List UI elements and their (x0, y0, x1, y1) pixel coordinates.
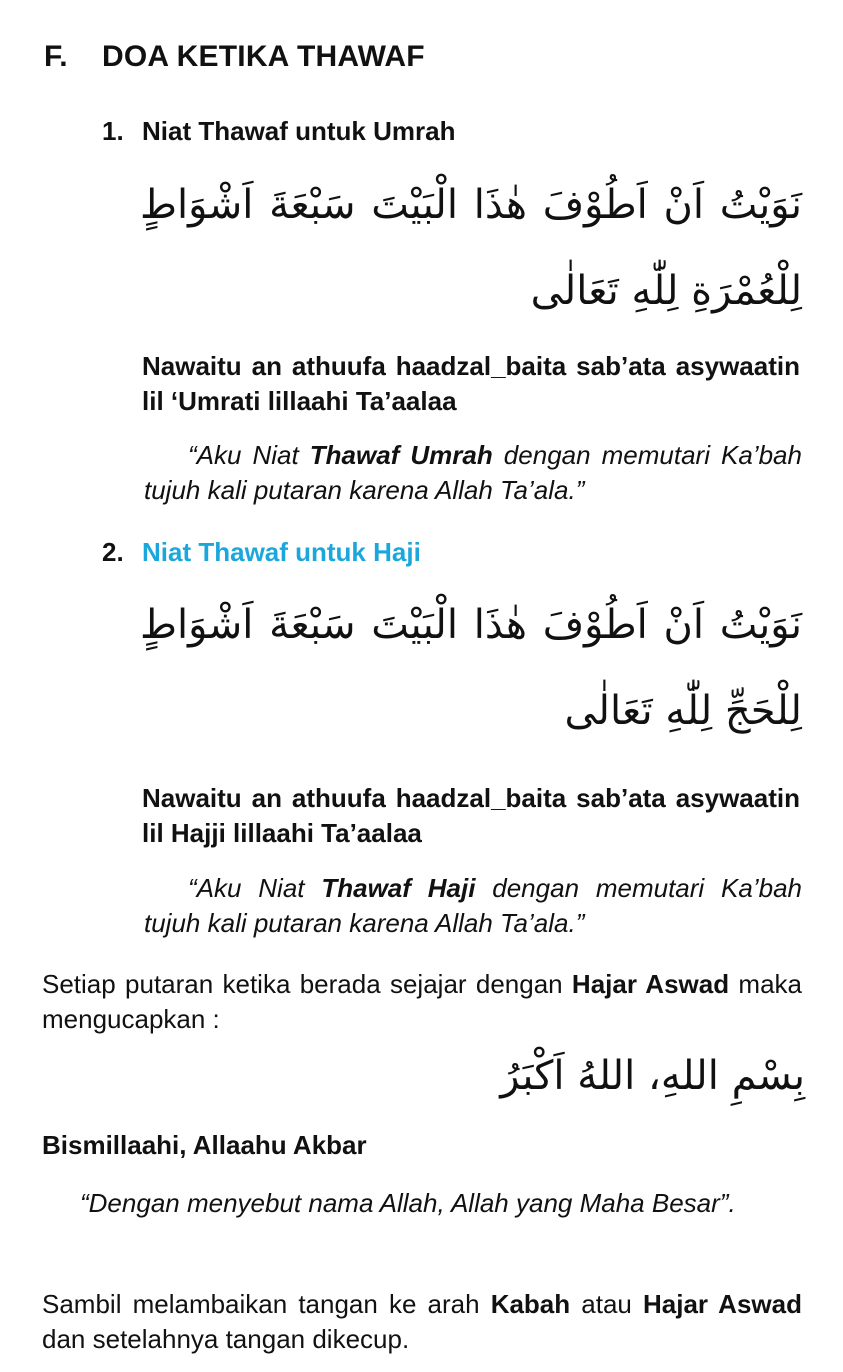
item-2-translation-after: dengan memutari Ka’bah tujuh kali putaran karena Allah Ta’ala.” (144, 873, 802, 938)
closing-bold-1: Kabah (490, 1289, 571, 1319)
closing-part-3: dan setelahnya tangan dikecup. (42, 1324, 410, 1354)
section-title: DOA KETIKA THAWAF (102, 40, 425, 73)
item-2-heading (102, 537, 421, 568)
item-2-translation-bold: Thawaf Haji (321, 873, 476, 903)
closing-part-2: atau (570, 1289, 643, 1319)
every-round-bold: Hajar Aswad (571, 969, 730, 999)
item-1-number: 1. (102, 116, 124, 146)
item-1-translation (144, 438, 802, 508)
item-2-number: 2. (102, 537, 124, 567)
takbir-transliteration: Bismillaahi, Allaahu Akbar (42, 1130, 367, 1160)
item-2-transliteration: Nawaitu an athuufa haadzal_baita sab’ata asywaatin lil Hajji lillaahi Ta’aalaa (142, 783, 800, 848)
item-1-arabic: نَوَيْتُ اَنْ اَطُوْفَ هٰذَا الْبَيْتَ سَبْعَةَ اَشْوَاطٍ لِلْعُمْرَةِ لِلّٰهِ تَعَالٰى (140, 182, 802, 314)
item-1-translation-before: “Aku Niat (188, 440, 310, 470)
closing-part-1: Sambil melambaikan tangan ke arah (42, 1289, 491, 1319)
takbir-arabic: بِسْمِ اللهِ، اللهُ اَكْبَرُ (500, 1053, 805, 1099)
takbir-translation: “Dengan menyebut nama Allah, Allah yang Maha Besar”. (80, 1188, 736, 1218)
item-1-translation-after: dengan memutari Ka’bah tujuh kali putaran karena Allah Ta’ala.” (144, 440, 802, 505)
every-round-before: Setiap putaran ketika berada sejajar dengan (42, 969, 572, 999)
section-letter: F. (44, 40, 68, 73)
item-1-translation-bold: Thawaf Umrah (309, 440, 493, 470)
item-1-transliteration: Nawaitu an athuufa haadzal_baita sab’ata asywaatin lil ‘Umrati lillaahi Ta’aalaa (142, 351, 800, 416)
closing-paragraph (42, 1287, 802, 1357)
every-round-after: maka mengucapkan : (42, 969, 802, 1034)
closing-bold-2: Hajar Aswad (642, 1289, 802, 1319)
item-2-translation-before: “Aku Niat (188, 873, 322, 903)
item-2-title: Niat Thawaf untuk Haji (142, 537, 421, 567)
item-1-heading (102, 116, 455, 147)
every-round-paragraph (42, 967, 802, 1037)
item-2-arabic: نَوَيْتُ اَنْ اَطُوْفَ هٰذَا الْبَيْتَ سَبْعَةَ اَشْوَاطٍ لِلْحَجِّ لِلّٰهِ تَعَالٰى (140, 602, 802, 734)
section-heading (44, 40, 425, 74)
item-2-translation (144, 871, 802, 941)
item-1-title: Niat Thawaf untuk Umrah (142, 116, 456, 146)
